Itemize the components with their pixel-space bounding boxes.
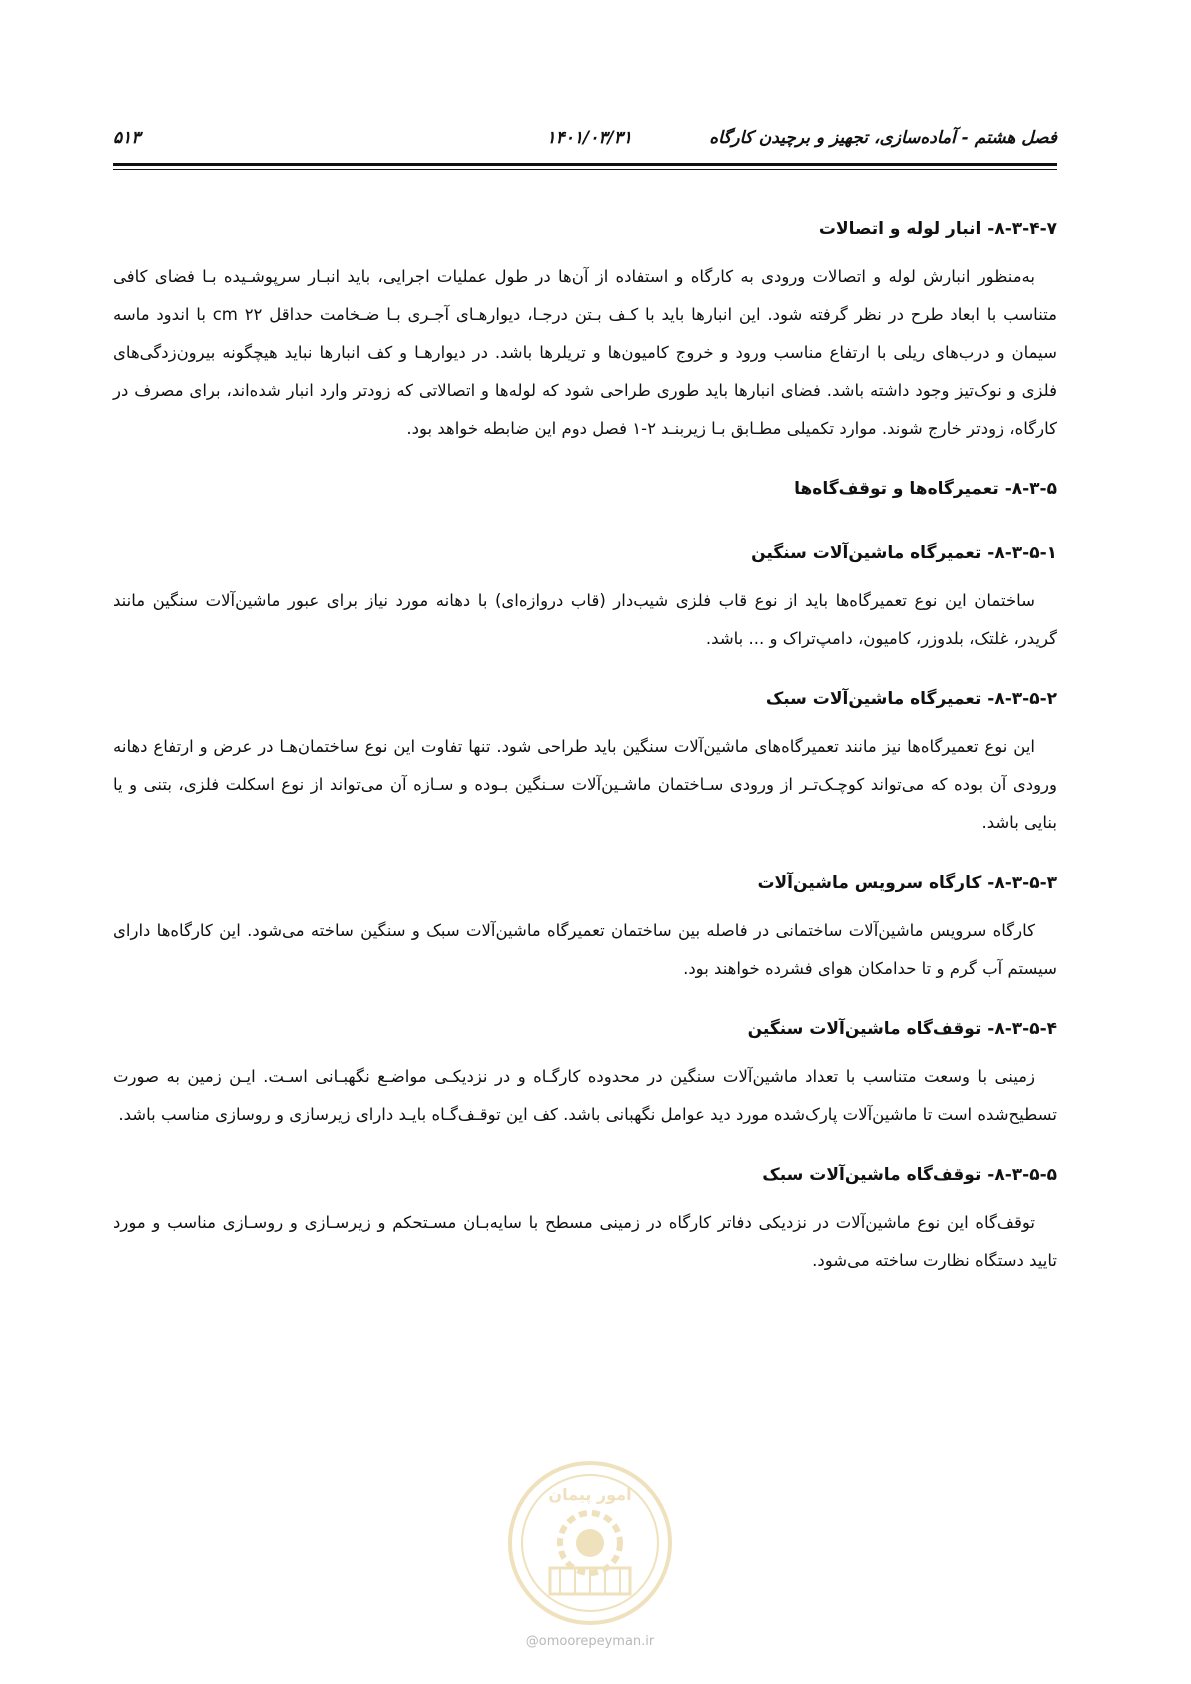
section-heading: ۸-۳-۵- تعمیرگاه‌ها و توقف‌گاه‌ها	[794, 479, 1057, 499]
header-rule-thin	[113, 169, 1057, 170]
section-paragraph: توقف‌گاه این نوع ماشین‌آلات در نزدیکی دفاتر کارگاه در زمینی مسطح با سایه‌بـان مسـتحکم و زیرسـازی و روسـازی مناسب و مورد تایید دستگاه نظارت ساخته می‌شود.	[113, 1213, 1057, 1270]
section-paragraph: زمینی با وسعت متناسب با تعداد ماشین‌آلات سنگین در محدوده کارگـاه و در نزدیکـی مواضـع نگهبـانی اسـت. ایـن زمین به صورت تسطیح‌شده است تا ماشین‌آلات پارک‌شده مورد دید عوامل نگهبانی باشد. کف این توقـف‌گـاه بایـد دارای زیرسازی و روسازی مناسب باشد.	[113, 1067, 1057, 1124]
seal-icon	[505, 1458, 675, 1628]
section-heading: ۸-۳-۵-۱- تعمیرگاه ماشین‌آلات سنگین	[751, 543, 1057, 563]
section-heading: ۸-۳-۵-۵- توقف‌گاه ماشین‌آلات سبک	[762, 1165, 1057, 1185]
section-heading: ۸-۳-۴-۷- انبار لوله و اتصالات	[818, 219, 1057, 239]
section-paragraph: به‌منظور انبارش لوله و اتصالات ورودی به کارگاه و استفاده از آن‌ها در طول عملیات اجرایی، باید انبـار سرپوشـیده بـا فضای کافی متناسب با ابعاد طرح در نظر گرفته شود. این انبارها باید با کـف بـتن درجـا، دیوارهـای آجـری بـا ضـخامت حداقل ۲۲ cm با اندود ماسه سیمان و درب‌های ریلی با ارتفاع مناسب ورود و خروج کامیون‌ها و تریلرها باشد. در دیوارهـا و کف انبارها نباید هیچگونه بیرون‌زدگی‌های فلزی و نوک‌تیز وجود داشته باشد. فضای انبارها باید طوری طراحی شود که لوله‌ها و اتصالاتی که زودتر وارد انبار شده‌اند، برای مصرف در کارگاه، زودتر خارج شوند. موارد تکمیلی مطـابق بـا زیربنـد ۲-۱ فصل دوم این ضابطه خواهد بود.	[113, 267, 1058, 438]
section-paragraph: کارگاه سرویس ماشین‌آلات ساختمانی در فاصله بین ساختمان تعمیرگاه ماشین‌آلات سبک و سنگین ساخته می‌شود. این کارگاه‌ها دارای سیستم آب گرم و تا حدامکان هوای فشرده خواهند بود.	[113, 921, 1057, 978]
section-paragraph: ساختمان این نوع تعمیرگاه‌ها باید از نوع قاب فلزی شیب‌دار (قاب دروازه‌ای) با دهانه مورد نیاز برای عبور ماشین‌آلات سنگین مانند گریدر، غلتک، بلدوزر، کامیون، دامپ‌تراک و ... باشد.	[113, 591, 1057, 648]
revision-date: ۱۴۰۱/۰۳/۳۱	[546, 128, 632, 148]
page-header	[113, 128, 1057, 154]
seal-watermark-logo	[505, 1458, 675, 1628]
header-rule-thick	[113, 163, 1057, 166]
section-heading: ۸-۳-۵-۲- تعمیرگاه ماشین‌آلات سبک	[765, 689, 1057, 709]
chapter-title: فصل هشتم - آماده‌سازی، تجهیز و برچیدن کارگاه	[709, 128, 1057, 148]
watermark-site: @omoorepeyman.ir	[525, 1634, 655, 1649]
section-heading: ۸-۳-۵-۳- کارگاه سرویس ماشین‌آلات	[757, 873, 1057, 893]
section-heading: ۸-۳-۵-۴- توقف‌گاه ماشین‌آلات سنگین	[747, 1019, 1057, 1039]
body-content	[113, 212, 1057, 1280]
page-number: ۵۱۳	[113, 128, 141, 148]
section-paragraph: این نوع تعمیرگاه‌ها نیز مانند تعمیرگاه‌های ماشین‌آلات سنگین باید طراحی شود. تنها تفاوت این نوع ساختمان‌هـا در عرض و ارتفاع دهانه ورودی آن بوده که می‌تواند کوچـک‌تـر از ورودی سـاختمان ماشـین‌آلات سـنگین بـوده و سـازه آن می‌تواند از نوع اسکلت فلزی، بتنی و یا بنایی باشد.	[113, 737, 1057, 832]
seal-text: امور پیمان	[548, 1485, 632, 1504]
